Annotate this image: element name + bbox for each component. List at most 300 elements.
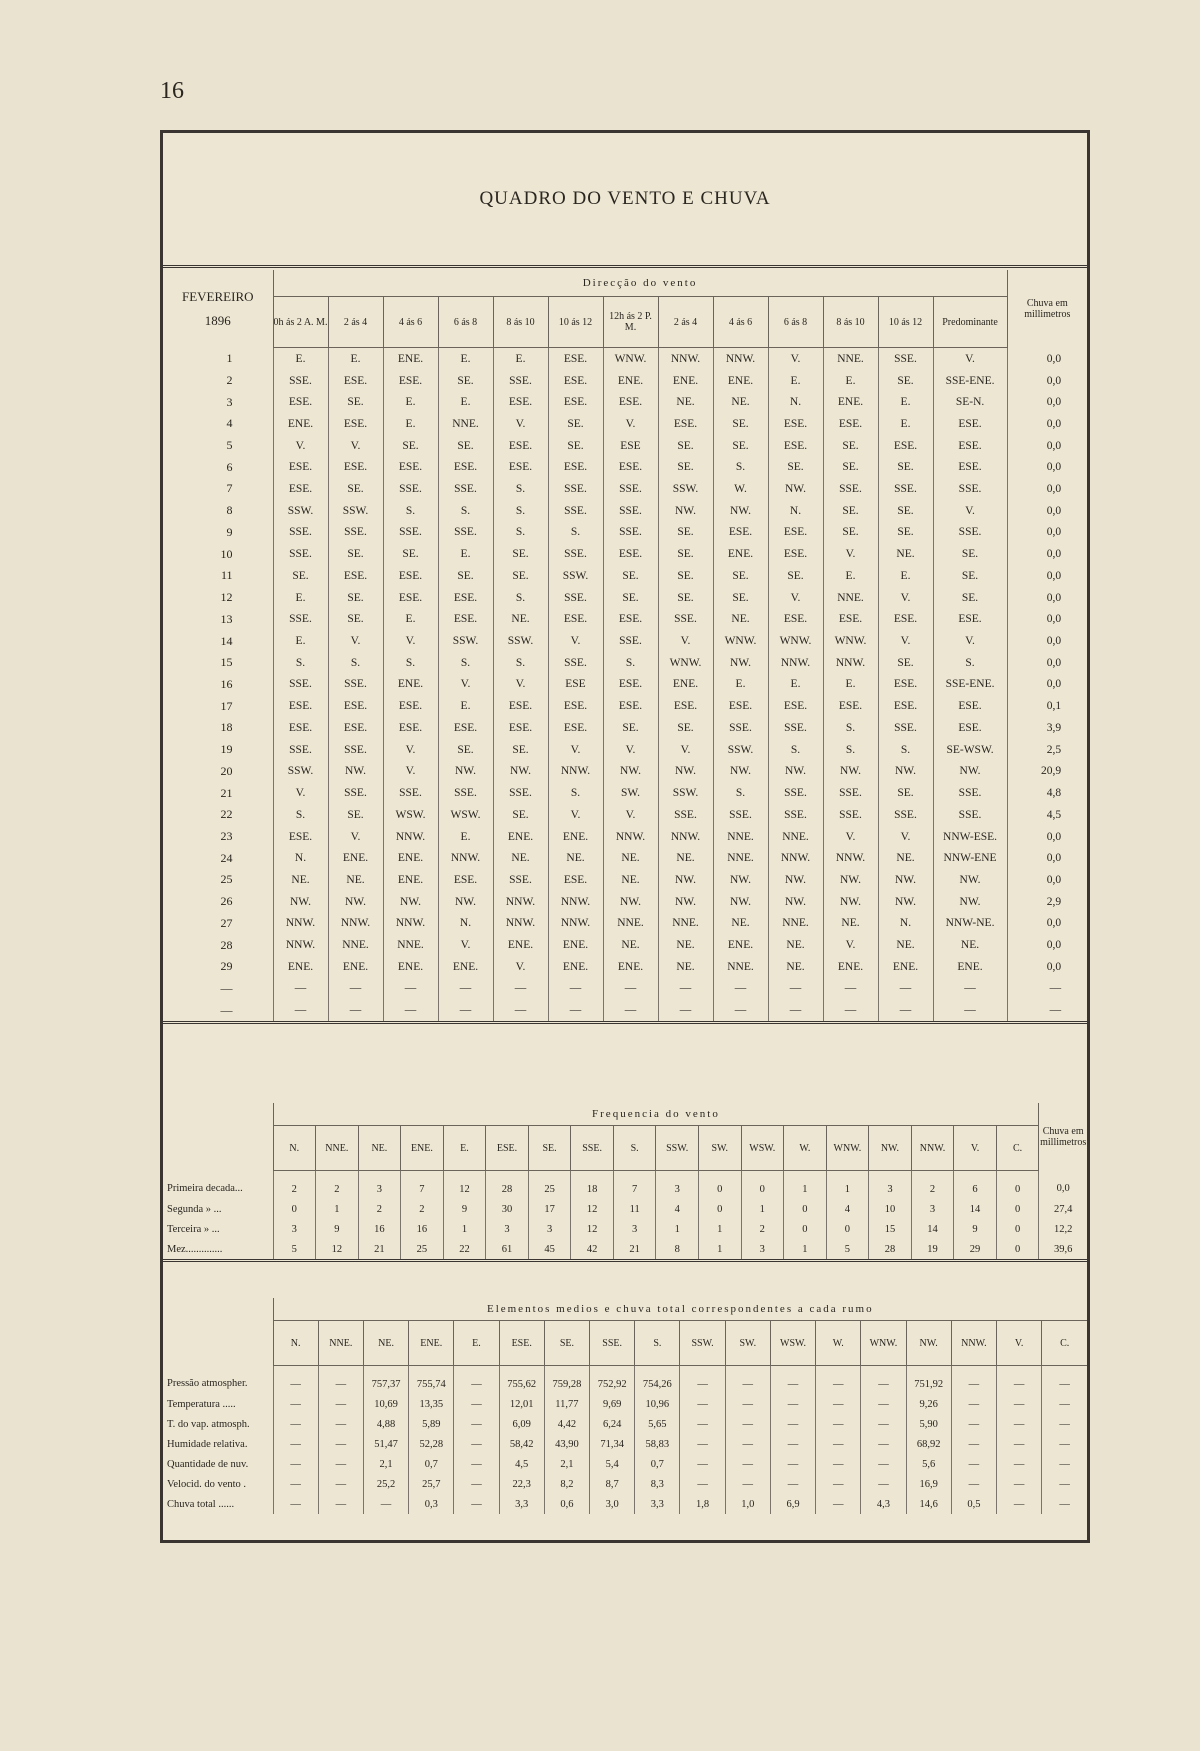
wind-cell: ENE. <box>658 370 713 392</box>
wind-row <box>163 522 1087 544</box>
wind-cell: E. <box>823 370 878 392</box>
elements-cell: — <box>725 1454 770 1474</box>
elements-row <box>163 1474 1087 1494</box>
wind-row <box>163 847 1087 869</box>
wind-row <box>163 609 1087 631</box>
wind-cell: ESE. <box>768 435 823 457</box>
elements-column-header: WNW. <box>861 1321 906 1366</box>
wind-cell: — <box>438 978 493 1000</box>
elements-row-label: T. do vap. atmosph. <box>167 1418 250 1430</box>
wind-cell: V. <box>823 543 878 565</box>
frequency-row <box>163 1219 1087 1239</box>
predominant-cell: NW. <box>933 760 1007 782</box>
wind-column-header: 10 ás 12 <box>548 297 603 348</box>
elements-cell: — <box>770 1434 815 1454</box>
elements-cell: — <box>1042 1494 1087 1514</box>
wind-row <box>163 934 1087 956</box>
wind-cell: ESE. <box>493 695 548 717</box>
wind-cell: NNE. <box>658 913 713 935</box>
frequency-row-label: Primeira decada... <box>167 1183 243 1195</box>
wind-cell: SSE. <box>383 478 438 500</box>
wind-cell: ENE. <box>383 674 438 696</box>
wind-cell: NW. <box>438 891 493 913</box>
wind-cell: ESE. <box>383 587 438 609</box>
wind-cell: NNE. <box>383 934 438 956</box>
predominant-cell: V. <box>933 348 1007 370</box>
wind-cell: V. <box>493 956 548 978</box>
wind-cell: SSE. <box>658 609 713 631</box>
elements-cell: 0,7 <box>409 1454 454 1474</box>
predominant-cell: SSE-ENE. <box>933 674 1007 696</box>
wind-cell: — <box>768 999 823 1022</box>
wind-cell: ESE. <box>493 391 548 413</box>
frequency-cell: 9 <box>443 1199 486 1219</box>
title-box <box>163 133 1087 268</box>
wind-cell: ESE. <box>603 456 658 478</box>
wind-cell: E. <box>273 630 328 652</box>
wind-row <box>163 869 1087 891</box>
wind-cell: NE. <box>658 847 713 869</box>
wind-cell: SE. <box>603 717 658 739</box>
wind-cell: NW. <box>713 652 768 674</box>
wind-cell: E. <box>878 565 933 587</box>
wind-cell: ESE. <box>438 717 493 739</box>
elements-row <box>163 1366 1087 1395</box>
predominant-cell: — <box>933 978 1007 1000</box>
wind-cell: V. <box>328 630 383 652</box>
elements-cell: 11,77 <box>544 1394 589 1414</box>
wind-cell: SSE. <box>603 478 658 500</box>
elements-cell: — <box>997 1366 1042 1395</box>
wind-cell: ESE. <box>768 522 823 544</box>
wind-cell: NW. <box>658 891 713 913</box>
elements-cell: — <box>680 1434 725 1454</box>
wind-cell: E. <box>438 348 493 370</box>
predominant-cell: SE-N. <box>933 391 1007 413</box>
wind-cell: SSE. <box>328 522 383 544</box>
wind-cell: SSE. <box>878 804 933 826</box>
wind-cell: SE. <box>438 565 493 587</box>
wind-cell: WNW. <box>768 630 823 652</box>
wind-cell: ESE <box>603 435 658 457</box>
wind-cell: SSE. <box>273 370 328 392</box>
wind-row <box>163 717 1087 739</box>
rain-cell: 0,0 <box>1007 391 1087 413</box>
wind-cell: E. <box>823 674 878 696</box>
wind-cell: ESE. <box>548 456 603 478</box>
day-cell: 14 <box>220 633 233 648</box>
wind-cell: SE. <box>493 565 548 587</box>
elements-cell: 3,3 <box>635 1494 680 1514</box>
elements-column-header: SW. <box>725 1321 770 1366</box>
frequency-cell: 2 <box>316 1171 359 1200</box>
wind-cell: NW. <box>438 760 493 782</box>
frequency-cell: 16 <box>358 1219 401 1239</box>
wind-cell: ESE. <box>548 348 603 370</box>
wind-cell: E. <box>878 391 933 413</box>
elements-cell: — <box>454 1414 499 1434</box>
wind-column-header: 0h ás 2 A. M. <box>273 297 328 348</box>
wind-cell: SSW. <box>438 630 493 652</box>
wind-cell: V. <box>548 630 603 652</box>
wind-cell: V. <box>823 826 878 848</box>
wind-cell: ENE. <box>603 956 658 978</box>
elements-cell: — <box>816 1434 861 1454</box>
wind-cell: SE. <box>658 456 713 478</box>
wind-cell: WSW. <box>438 804 493 826</box>
wind-row <box>163 478 1087 500</box>
frequency-cell: 4 <box>656 1199 699 1219</box>
wind-cell: SSE. <box>548 478 603 500</box>
rain-cell: 0,0 <box>1007 413 1087 435</box>
wind-cell: NE. <box>878 847 933 869</box>
elements-cell: 25,2 <box>363 1474 408 1494</box>
wind-cell: SSE. <box>328 739 383 761</box>
wind-cell: SE. <box>328 804 383 826</box>
day-cell: 19 <box>220 742 233 757</box>
wind-cell: V. <box>438 934 493 956</box>
elements-cell: — <box>680 1454 725 1474</box>
wind-cell: ESE. <box>328 695 383 717</box>
wind-cell: E. <box>383 413 438 435</box>
frequency-row <box>163 1199 1087 1219</box>
wind-cell: ENE. <box>273 956 328 978</box>
elements-cell: 9,69 <box>590 1394 635 1414</box>
wind-cell: NE. <box>658 956 713 978</box>
wind-cell: ESE. <box>658 695 713 717</box>
elements-cell: 3,0 <box>590 1494 635 1514</box>
wind-cell: NNW. <box>493 913 548 935</box>
wind-cell: ESE. <box>493 717 548 739</box>
rain-cell: 20,9 <box>1007 760 1087 782</box>
wind-cell: SSE. <box>603 522 658 544</box>
wind-cell: NNE. <box>713 956 768 978</box>
wind-cell: ENE. <box>823 391 878 413</box>
wind-cell: SE. <box>713 565 768 587</box>
frequency-cell: 1 <box>826 1171 869 1200</box>
elements-cell: — <box>861 1394 906 1414</box>
elements-table <box>163 1298 1087 1514</box>
wind-cell: SSE. <box>878 348 933 370</box>
wind-column-header: 2 ás 4 <box>658 297 713 348</box>
predominant-cell: S. <box>933 652 1007 674</box>
wind-cell: NW. <box>603 891 658 913</box>
wind-cell: ESE. <box>383 370 438 392</box>
wind-cell: SE. <box>438 739 493 761</box>
wind-cell: V. <box>603 413 658 435</box>
frequency-cell: 2 <box>401 1199 444 1219</box>
wind-cell: SE. <box>713 413 768 435</box>
wind-cell: ESE. <box>603 543 658 565</box>
frequency-cell: 3 <box>273 1219 316 1239</box>
wind-cell: N. <box>878 913 933 935</box>
wind-cell: — <box>273 978 328 1000</box>
frequency-cell: 2 <box>358 1199 401 1219</box>
day-cell: 28 <box>220 937 233 952</box>
wind-cell: SE. <box>603 565 658 587</box>
rain-cell: 0,0 <box>1007 370 1087 392</box>
elements-cell: 5,4 <box>590 1454 635 1474</box>
wind-cell: NE. <box>603 869 658 891</box>
wind-cell: E. <box>438 543 493 565</box>
wind-column-header: 8 ás 10 <box>493 297 548 348</box>
wind-row <box>163 695 1087 717</box>
wind-cell: NW. <box>878 760 933 782</box>
wind-cell: V. <box>768 587 823 609</box>
elements-cell: — <box>454 1366 499 1395</box>
wind-cell: ESE. <box>548 609 603 631</box>
elements-cell: 0,5 <box>951 1494 996 1514</box>
elements-column-header: NW. <box>906 1321 951 1366</box>
elements-cell: 58,83 <box>635 1434 680 1454</box>
wind-row <box>163 913 1087 935</box>
wind-cell: WNW. <box>823 630 878 652</box>
wind-cell: NW. <box>713 891 768 913</box>
wind-row <box>163 739 1087 761</box>
wind-cell: V. <box>438 674 493 696</box>
wind-cell: ESE. <box>273 456 328 478</box>
predominant-cell: — <box>933 999 1007 1022</box>
day-cell: 24 <box>220 850 233 865</box>
wind-cell: ESE. <box>328 370 383 392</box>
rain-cell: 0,0 <box>1007 565 1087 587</box>
wind-cell: SE. <box>713 435 768 457</box>
rain-cell: 0,0 <box>1007 478 1087 500</box>
wind-cell: SE. <box>658 717 713 739</box>
elements-cell: 68,92 <box>906 1434 951 1454</box>
frequency-cell: 1 <box>784 1239 827 1261</box>
wind-cell: NE. <box>603 847 658 869</box>
elements-column-header: SSE. <box>590 1321 635 1366</box>
wind-cell: ESE. <box>823 695 878 717</box>
wind-direction-group-header: Direcção do vento <box>273 270 1007 297</box>
elements-column-header: W. <box>816 1321 861 1366</box>
frequency-cell: 1 <box>698 1219 741 1239</box>
rain-cell: 2,9 <box>1007 891 1087 913</box>
wind-cell: N. <box>273 847 328 869</box>
frequency-cell: 22 <box>443 1239 486 1261</box>
elements-cell: — <box>273 1394 318 1414</box>
elements-cell: — <box>318 1414 363 1434</box>
rain-cell: 2,5 <box>1007 739 1087 761</box>
frequency-column-header: SSW. <box>656 1126 699 1171</box>
predominant-cell: NW. <box>933 869 1007 891</box>
wind-cell: ESE. <box>438 456 493 478</box>
wind-cell: ESE. <box>878 435 933 457</box>
wind-cell: NE. <box>713 391 768 413</box>
wind-cell: SSW. <box>493 630 548 652</box>
wind-cell: ENE. <box>328 956 383 978</box>
wind-cell: V. <box>383 760 438 782</box>
elements-cell: 0,6 <box>544 1494 589 1514</box>
wind-row <box>163 782 1087 804</box>
wind-cell: ESE. <box>713 522 768 544</box>
elements-cell: — <box>273 1454 318 1474</box>
elements-cell: 4,88 <box>363 1414 408 1434</box>
elements-cell: — <box>951 1434 996 1454</box>
wind-cell: S. <box>493 652 548 674</box>
elements-cell: — <box>725 1474 770 1494</box>
rain-cell: 0,0 <box>1007 435 1087 457</box>
wind-cell: S. <box>713 456 768 478</box>
wind-cell: — <box>823 978 878 1000</box>
wind-cell: S. <box>548 522 603 544</box>
wind-cell: SSE. <box>438 478 493 500</box>
wind-cell: ENE. <box>878 956 933 978</box>
elements-cell: 8,7 <box>590 1474 635 1494</box>
wind-cell: ENE. <box>713 934 768 956</box>
elements-column-header: NE. <box>363 1321 408 1366</box>
rain-cell: 0,0 <box>1007 609 1087 631</box>
wind-cell: ESE. <box>273 391 328 413</box>
predominant-cell: ESE. <box>933 435 1007 457</box>
predominant-cell: V. <box>933 630 1007 652</box>
day-cell: 29 <box>220 959 233 974</box>
wind-cell: SSW. <box>273 760 328 782</box>
wind-cell: SE. <box>438 370 493 392</box>
wind-cell: SSE. <box>658 804 713 826</box>
frequency-cell: 3 <box>358 1171 401 1200</box>
frequency-cell: 28 <box>869 1239 912 1261</box>
wind-cell: NW. <box>328 760 383 782</box>
wind-cell: NNE. <box>823 587 878 609</box>
frequency-cell: 21 <box>613 1239 656 1261</box>
elements-row-label: Chuva total ...... <box>167 1498 235 1510</box>
elements-cell: 6,9 <box>770 1494 815 1514</box>
wind-cell: — <box>603 999 658 1022</box>
elements-cell: — <box>454 1474 499 1494</box>
wind-row <box>163 956 1087 978</box>
frequency-cell: 3 <box>528 1219 571 1239</box>
frequency-cell: 61 <box>486 1239 529 1261</box>
day-cell: 16 <box>220 676 233 691</box>
elements-cell: 8,2 <box>544 1474 589 1494</box>
wind-cell: ESE. <box>768 695 823 717</box>
frequency-column-header: V. <box>954 1126 997 1171</box>
frequency-cell: 2 <box>911 1171 954 1200</box>
wind-column-header: 4 ás 6 <box>713 297 768 348</box>
wind-cell: NNE. <box>328 934 383 956</box>
wind-cell: S. <box>493 500 548 522</box>
frequency-cell: 1 <box>741 1199 784 1219</box>
wind-column-header: 10 ás 12 <box>878 297 933 348</box>
elements-column-header: E. <box>454 1321 499 1366</box>
wind-row <box>163 391 1087 413</box>
elements-cell: — <box>997 1414 1042 1434</box>
wind-row <box>163 543 1087 565</box>
frequency-cell: 0 <box>996 1219 1039 1239</box>
wind-cell: NNW. <box>658 826 713 848</box>
wind-cell: NW. <box>328 891 383 913</box>
rain-cell: 0,0 <box>1007 674 1087 696</box>
wind-frequency-table <box>163 1103 1087 1262</box>
elements-column-header: V. <box>997 1321 1042 1366</box>
wind-cell: SSE. <box>548 587 603 609</box>
elements-cell: 2,1 <box>363 1454 408 1474</box>
rain-cell: 0,0 <box>1007 587 1087 609</box>
frequency-cell: 3 <box>656 1171 699 1200</box>
day-cell: 12 <box>220 590 233 605</box>
elements-cell: — <box>725 1414 770 1434</box>
wind-cell: SE. <box>658 587 713 609</box>
elements-column-header: ENE. <box>409 1321 454 1366</box>
wind-cell: SSE. <box>328 674 383 696</box>
wind-cell: SE. <box>328 391 383 413</box>
elements-row-label: Quantidade de nuv. <box>167 1458 249 1470</box>
wind-cell: ESE. <box>603 391 658 413</box>
frequency-cell: 3 <box>869 1171 912 1200</box>
wind-row <box>163 500 1087 522</box>
wind-cell: N. <box>768 391 823 413</box>
wind-cell: NE. <box>768 934 823 956</box>
frequency-cell: 0 <box>996 1171 1039 1200</box>
wind-cell: V. <box>328 435 383 457</box>
elements-cell: — <box>997 1474 1042 1494</box>
wind-cell: — <box>273 999 328 1022</box>
wind-cell: V. <box>493 674 548 696</box>
frequency-cell: 10 <box>869 1199 912 1219</box>
wind-cell: NNW. <box>548 760 603 782</box>
frequency-column-header: ESE. <box>486 1126 529 1171</box>
wind-cell: E. <box>768 370 823 392</box>
elements-cell: 58,42 <box>499 1434 544 1454</box>
frequency-column-header: S. <box>613 1126 656 1171</box>
elements-cell: 43,90 <box>544 1434 589 1454</box>
predominant-cell: NNW-ENE <box>933 847 1007 869</box>
day-cell: 11 <box>220 568 233 583</box>
wind-cell: NW. <box>493 760 548 782</box>
frequency-cell: 18 <box>571 1171 614 1200</box>
frequency-row <box>163 1171 1087 1200</box>
wind-cell: — <box>713 978 768 1000</box>
elements-cell: — <box>318 1394 363 1414</box>
wind-cell: S. <box>383 652 438 674</box>
wind-row <box>163 565 1087 587</box>
elements-cell: — <box>454 1454 499 1474</box>
elements-group-header: Elementos medios e chuva total correspondentes a cada rumo <box>273 1298 1087 1321</box>
wind-cell: NNW. <box>768 652 823 674</box>
elements-cell: — <box>318 1366 363 1395</box>
predominant-cell: SSE. <box>933 478 1007 500</box>
wind-cell: S. <box>273 652 328 674</box>
elements-cell: — <box>951 1454 996 1474</box>
frequency-column-header: N. <box>273 1126 316 1171</box>
elements-cell: — <box>816 1394 861 1414</box>
frequency-cell: 3 <box>613 1219 656 1239</box>
wind-cell: SSE. <box>383 782 438 804</box>
wind-cell: ESE. <box>438 609 493 631</box>
elements-cell: 5,90 <box>906 1414 951 1434</box>
wind-cell: ENE. <box>328 847 383 869</box>
wind-cell: E. <box>273 587 328 609</box>
wind-cell: NW. <box>768 869 823 891</box>
elements-cell: — <box>951 1366 996 1395</box>
elements-cell: — <box>770 1454 815 1474</box>
elements-cell: 14,6 <box>906 1494 951 1514</box>
frequency-cell: 12 <box>571 1199 614 1219</box>
wind-cell: SE. <box>878 370 933 392</box>
wind-cell: V. <box>328 826 383 848</box>
wind-cell: — <box>823 999 878 1022</box>
wind-cell: ENE. <box>548 956 603 978</box>
wind-cell: NNW. <box>273 913 328 935</box>
wind-cell: E. <box>768 674 823 696</box>
frequency-cell: 0 <box>698 1171 741 1200</box>
elements-cell: — <box>680 1394 725 1414</box>
wind-cell: SE. <box>328 478 383 500</box>
elements-cell: — <box>1042 1394 1087 1414</box>
wind-row <box>163 760 1087 782</box>
